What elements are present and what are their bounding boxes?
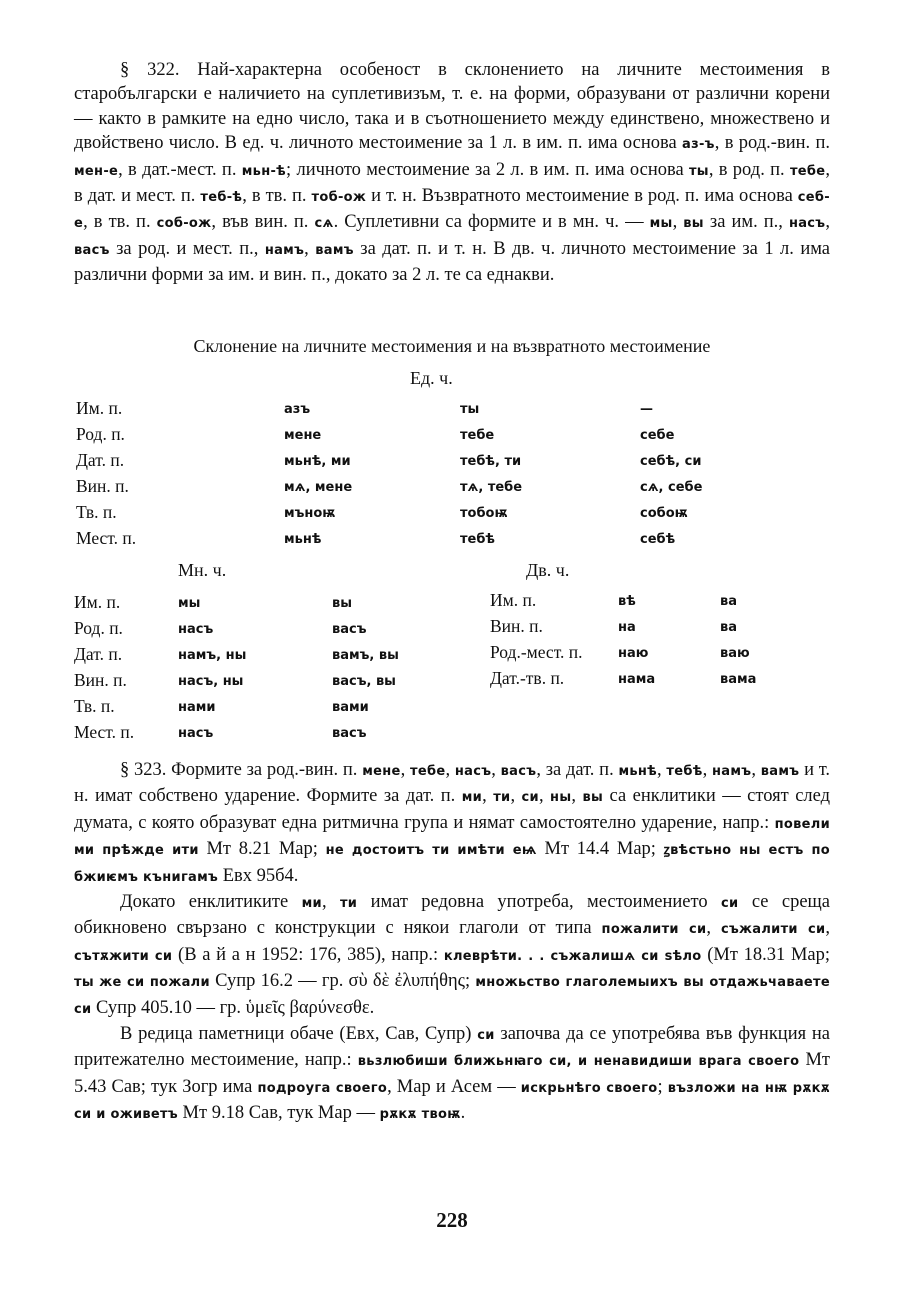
old-bulgarian-form: си (521, 790, 539, 806)
pronoun-1sg: мене (284, 428, 322, 443)
pronoun-2sg: тѧ, тебе (460, 480, 523, 495)
text-run: имат редовна употреба, местоимението (357, 892, 721, 913)
text-run: и т. н. имат собствено ударение. Формите за дат. п. (74, 760, 831, 807)
old-bulgarian-form: възложи на нѭ рѫкѫ си и оживетъ (74, 1080, 830, 1123)
pronoun-1pl: насъ, ны (178, 674, 244, 689)
old-bulgarian-form: тебѣ (666, 764, 703, 779)
text-run: , (751, 760, 761, 780)
case-label: Дат. п. (76, 450, 125, 470)
text-run: (В а й а н 1952: 176, 385), напр.: (172, 944, 444, 965)
old-bulgarian-form: намъ (264, 242, 305, 258)
text-run: . (460, 1103, 466, 1124)
text-run: за род. и мест. п., (109, 238, 265, 259)
old-bulgarian-form: мьн-ѣ (241, 163, 287, 179)
case-label: Им. п. (490, 590, 537, 610)
text-run: , (321, 892, 340, 913)
case-label: Вин. п. (74, 670, 127, 690)
pronoun-2sg: тобоѭ (460, 506, 508, 521)
text-run: се среща обикновено свързано с конструкции с някои глаголи от типа (74, 892, 830, 939)
text-run: . Суплетивни са формите и в мн. ч. — (333, 212, 650, 233)
text-run: Мт 8.21 Мар; (198, 839, 326, 860)
page (74, 58, 831, 1232)
pronoun-2sg: тебѣ, ти (460, 454, 522, 469)
pronoun-1sg: азъ (284, 402, 311, 417)
old-bulgarian-form: клеврѣти. . . съжалишѧ си ѕѣло (443, 948, 702, 964)
pronoun-1pl: мы (178, 596, 201, 611)
text-run: , Мар и Асем — (387, 1076, 521, 1097)
paragraph-enclitics (74, 890, 830, 1022)
old-bulgarian-form: вы (683, 216, 704, 232)
old-bulgarian-form: пожалити си (601, 922, 707, 938)
pronoun-1pl: насъ (178, 622, 214, 637)
paragraph-possessive (74, 1022, 830, 1128)
case-label: Род. п. (76, 424, 125, 444)
paragraph-323 (74, 758, 830, 890)
text-run: В редица паметници обаче (Евх, Сав, Супр) (120, 1024, 478, 1045)
old-bulgarian-form: не достоитъ ти имѣти еѩ (325, 843, 537, 859)
pronoun-1du: нама (618, 672, 656, 687)
table-caption: Склонение на личните местоимения и на възвратното местоимение (193, 336, 711, 356)
old-bulgarian-form: намъ (712, 764, 752, 779)
pronoun-1du: на (618, 620, 636, 635)
pronoun-1pl: нами (178, 700, 216, 715)
old-bulgarian-form: насъ (788, 216, 826, 232)
case-label: Тв. п. (74, 696, 115, 716)
text-run: Докато енклитиките (120, 892, 302, 913)
case-label: Мест. п. (74, 722, 135, 742)
text-run: за им. п., (703, 212, 789, 233)
text-run: , в дат. и мест. п. (74, 159, 831, 207)
text-run: , във вин. п. (211, 212, 315, 233)
old-bulgarian-form: вы (582, 790, 604, 806)
pronoun-1sg: мьнѣ, ми (284, 454, 351, 469)
old-bulgarian-form: ты (688, 163, 709, 179)
old-bulgarian-form: ты же си пожали (74, 975, 210, 991)
pronoun-reflexive: собоѭ (640, 506, 688, 521)
pronoun-reflexive: себе (640, 428, 675, 443)
old-bulgarian-form: себ-е (74, 190, 830, 232)
text-run: за дат. п. и т. н. В дв. ч. личното местоимение за 1 л. има различни форми за им. и вин. п., докато за 2 л. те са еднакви. (74, 238, 831, 286)
text-run: Мт 9.18 Сав, тук Мар — (177, 1103, 380, 1124)
pronoun-2du: ва (720, 620, 737, 635)
pronoun-2sg: тебѣ (460, 532, 495, 547)
plural-heading: Мн. ч. (178, 560, 227, 580)
text-run: , (702, 760, 712, 780)
text-run: , (825, 918, 830, 939)
text-run: , (706, 918, 721, 939)
case-label: Им. п. (74, 592, 121, 612)
paragraph-322 (74, 58, 830, 288)
text-run: , (657, 760, 667, 780)
old-bulgarian-form: теб-ѣ (200, 190, 243, 206)
pronoun-1sg: мъноѭ (284, 506, 336, 521)
pronoun-2sg: тебе (460, 428, 495, 443)
text-run: , (491, 760, 501, 780)
pronoun-2du: ва (720, 594, 737, 609)
text-run: § 322. Най-характерна особеност в склонението на личните местоимения в старобългарски е наличието на суплетивизъм, т. е. на форми, образувани от различни корени — както в рамките на едно число, така и в съотношението между единствено, множествено и двойствено число. В ед. ч. личното местоимение за 1 л. в им. п. има основа (74, 60, 830, 154)
old-bulgarian-form: ти (493, 790, 511, 806)
pronoun-1pl: намъ, ны (178, 648, 247, 663)
pronoun-1du: наю (618, 646, 649, 661)
old-bulgarian-form: мен-е (74, 163, 119, 179)
text-run: Супр 405.10 — гр. ὑμεῖς βαρύνεσθε. (91, 997, 375, 1018)
pronoun-2du: вама (720, 672, 757, 687)
text-run: , (571, 786, 583, 807)
text-run: Мт 14.4 Мар; (536, 839, 664, 860)
text-run: и т. н. Възвратното местоимение в род. п. има основа (366, 186, 798, 207)
text-run: , (304, 238, 316, 259)
old-bulgarian-form: множьство глаголемыихъ вы отдажьчаваете си (74, 975, 830, 1017)
pronoun-1sg: мѧ, мене (284, 480, 353, 495)
lower-text (74, 758, 830, 1128)
pronoun-reflexive: сѧ, себе (640, 480, 703, 495)
old-bulgarian-form: сѧ (314, 216, 334, 232)
text-run: , в тв. п. (83, 212, 157, 233)
pronoun-1pl: насъ (178, 726, 214, 741)
text-run: , в дат.-мест. п. (118, 159, 242, 180)
old-bulgarian-form: си (477, 1028, 495, 1044)
text-run: , (445, 760, 455, 780)
text-run: , (538, 786, 551, 807)
old-bulgarian-form: ти (339, 896, 358, 912)
old-bulgarian-form: ꙁвѣстьно ны естъ по бжиѥмъ кънигамъ (74, 843, 831, 885)
case-label: Вин. п. (490, 616, 543, 636)
pronoun-2pl: вы (332, 596, 352, 611)
old-bulgarian-form: си (721, 896, 739, 912)
text-run: , за дат. п. (536, 760, 619, 780)
old-bulgarian-form: соб-ож (156, 216, 212, 232)
text-run: ; (657, 1076, 668, 1097)
pronoun-2pl: вами (332, 700, 369, 715)
old-bulgarian-form: ми (301, 896, 322, 912)
pronoun-2pl: вамъ, вы (332, 648, 399, 663)
pronoun-2pl: васъ (332, 622, 367, 637)
old-bulgarian-form: вамъ (315, 242, 354, 258)
case-label: Вин. п. (76, 476, 129, 496)
singular-heading: Ед. ч. (410, 368, 453, 388)
text-run: , (672, 212, 684, 233)
text-run: , (482, 786, 494, 807)
old-bulgarian-form: вьзлюбиши ближьнꙗго си, и ненавидиши врага своего (357, 1054, 800, 1070)
old-bulgarian-form: васъ (500, 764, 537, 779)
old-bulgarian-form: тоб-ож (311, 190, 367, 206)
text-run: Евх 95б4. (218, 865, 299, 886)
case-label: Мест. п. (76, 528, 137, 548)
old-bulgarian-form: ми (461, 790, 483, 806)
old-bulgarian-form: съжалити си (720, 922, 826, 938)
case-label: Род.-мест. п. (490, 642, 583, 662)
text-run: започва да се употребява във функция на притежателно местоимение, напр.: (74, 1024, 830, 1071)
old-bulgarian-form: тебе (410, 764, 446, 779)
text-run: Мт 5.43 Сав; тук Зогр има (74, 1050, 830, 1097)
pronoun-reflexive: себѣ, си (640, 454, 702, 469)
text-run: , (400, 760, 411, 780)
pronoun-reflexive: себѣ (640, 532, 676, 547)
old-bulgarian-form: аз-ъ (682, 137, 715, 153)
old-bulgarian-form: ны (550, 790, 572, 806)
page-number: 228 (436, 1208, 468, 1232)
old-bulgarian-form: искрьнѣго своего (520, 1080, 658, 1096)
old-bulgarian-form: повели ми прѣжде ити (74, 816, 830, 859)
text-run: Супр 16.2 — гр. σὺ δὲ ἐλυπήθης; (209, 971, 476, 992)
text-run: , (510, 786, 522, 807)
pronoun-1sg: мьнѣ (284, 532, 322, 547)
pronoun-2du: ваю (720, 646, 750, 661)
case-label: Дат.-тв. п. (490, 668, 565, 688)
old-bulgarian-form: рѫкѫ твоѭ (379, 1107, 461, 1123)
pronoun-2pl: васъ, вы (332, 674, 396, 689)
text-run: (Мт 18.31 Мар; (701, 944, 830, 965)
old-bulgarian-form: сътѫжити си (74, 948, 173, 964)
old-bulgarian-form: тебе (789, 163, 826, 179)
case-label: Тв. п. (76, 502, 117, 522)
old-bulgarian-form: мьнѣ (618, 764, 658, 779)
old-bulgarian-form: насъ (454, 764, 492, 779)
text-run: ; личното местоимение за 2 л. в им. п. има основа (286, 159, 689, 180)
case-label: Род. п. (74, 618, 123, 638)
text-run: , в род. п. (708, 159, 790, 180)
old-bulgarian-form: подроуга своего (257, 1080, 388, 1096)
pronoun-2sg: ты (460, 402, 480, 417)
text-run: , в тв. п. (242, 186, 312, 207)
case-label: Дат. п. (74, 644, 123, 664)
text-run: § 323. Формите за род.-вин. п. (120, 760, 363, 780)
old-bulgarian-form: мене (362, 764, 401, 779)
old-bulgarian-form: васъ (74, 242, 110, 258)
pronoun-2pl: васъ (332, 726, 367, 741)
case-label: Им. п. (76, 398, 123, 418)
pronoun-reflexive: — (640, 402, 653, 417)
pronoun-1du: вѣ (618, 594, 636, 609)
text-run: , (825, 212, 830, 233)
old-bulgarian-form: мы (649, 216, 673, 232)
old-bulgarian-form: вамъ (760, 764, 800, 779)
text-run: са енклитики — стоят след думата, с която образуват една ритмична група и нямат самостоятелно ударение, напр.: (74, 786, 831, 833)
dual-heading: Дв. ч. (526, 560, 570, 580)
text-run: , в род.-вин. п. (714, 133, 830, 154)
